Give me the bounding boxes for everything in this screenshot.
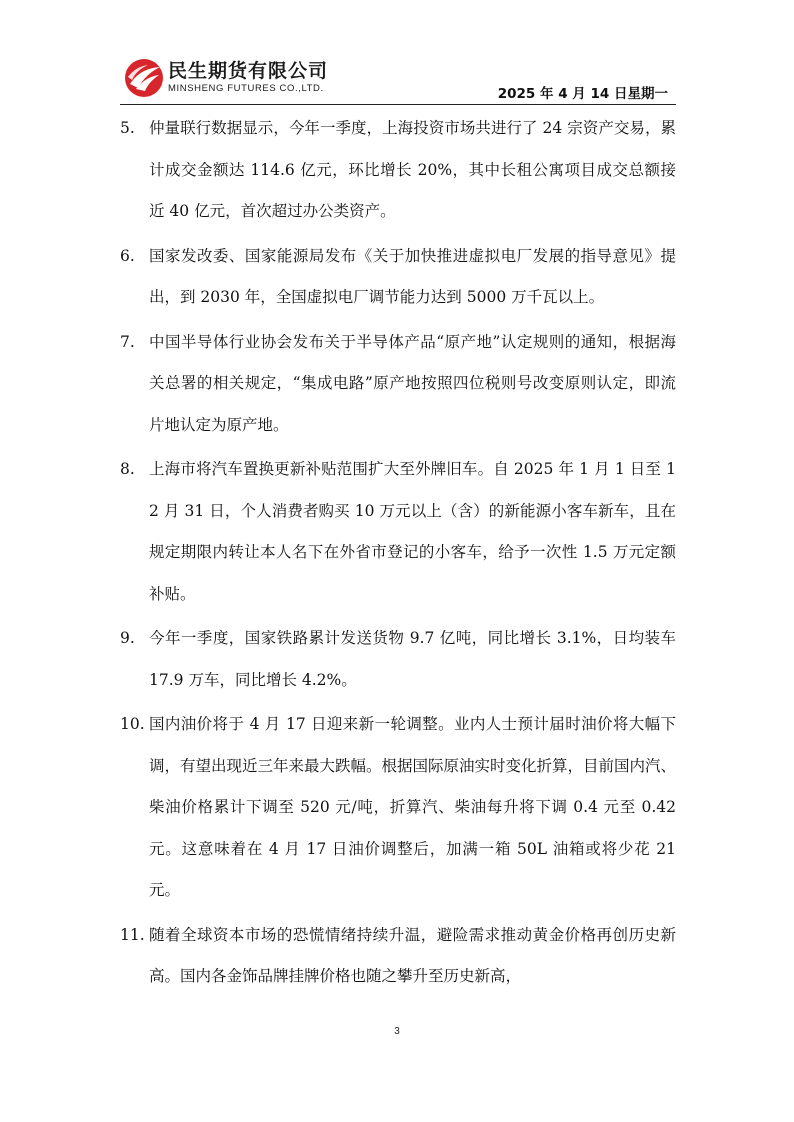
item-number: 6. [120, 246, 135, 265]
item-text: 国内油价将于 4 月 17 日迎来新一轮调整。业内人士预计届时油价将大幅下调，有望出现近三年来最大跌幅。根据国际原油实时变化折算，目前国内汽、柴油价格累计下调至 520 元/吨，折算汽、柴油每升将下调 0.4 元至 0.42 元。这意味着在 4 月 17 日油价调整后，加满一箱 50L 油箱或将少花 21 元。 [149, 715, 677, 899]
page-number: 3 [394, 1026, 400, 1037]
news-list [120, 108, 676, 1001]
company-name-cn: 民生期货有限公司 [168, 60, 329, 82]
item-text: 国家发改委、国家能源局发布《关于加快推进虚拟电厂发展的指导意见》提出，到 2030 年，全国虚拟电厂调节能力达到 5000 万千瓦以上。 [149, 246, 676, 306]
list-item [120, 322, 676, 447]
company-name-en: MINSHENG FUTURES CO.,LTD. [168, 83, 324, 94]
list-item [120, 449, 676, 615]
item-text: 仲量联行数据显示，今年一季度，上海投资市场共进行了 24 宗资产交易，累计成交金额达 114.6 亿元，环比增长 20%，其中长租公寓项目成交总额接近 40 亿元，首次超过办公类资产。 [149, 119, 676, 220]
minsheng-logo-icon [124, 58, 164, 98]
item-text: 今年一季度，国家铁路累计发送货物 9.7 亿吨，同比增长 3.1%，日均装车 17.9 万车，同比增长 4.2%。 [149, 629, 676, 689]
page-header [120, 56, 676, 105]
report-date: 2025 年 4 月 14 日星期一 [497, 86, 668, 102]
list-item [120, 108, 676, 233]
list-item [120, 704, 676, 912]
item-text: 随着全球资本市场的恐慌情绪持续升温，避险需求推动黄金价格再创历史新高。国内各金饰品牌挂牌价格也随之攀升至历史新高， [149, 925, 676, 985]
item-number: 8. [120, 460, 135, 478]
item-number: 7. [120, 332, 135, 351]
item-text: 中国半导体行业协会发布关于半导体产品“原产地”认定规则的通知，根据海关总署的相关规定，“集成电路”原产地按照四位税则号改变原则认定，即流片地认定为原产地。 [149, 332, 676, 434]
list-item [120, 236, 676, 319]
item-text: 上海市将汽车置换更新补贴范围扩大至外牌旧车。自 2025 年 1 月 1 日至 12 月 31 日，个人消费者购买 10 万元以上（含）的新能源小客车新车，且在规定期限内转让本人名下在外省市登记的小客车，给予一次性 1.5 万元定额补贴。 [149, 460, 676, 603]
item-number: 10. [120, 715, 145, 733]
company-logo [124, 56, 364, 100]
item-number: 9. [120, 629, 135, 647]
list-item [120, 618, 676, 701]
item-number: 11. [120, 925, 145, 944]
list-item [120, 915, 676, 998]
item-number: 5. [120, 119, 135, 137]
